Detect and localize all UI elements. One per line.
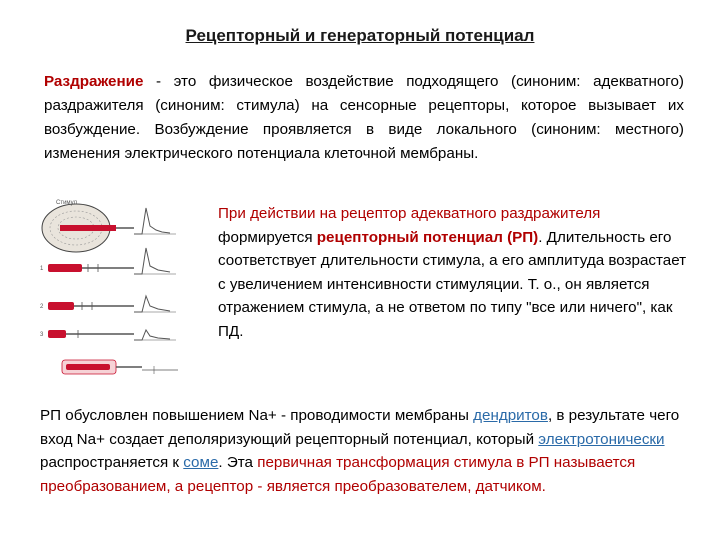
- mechanism-text-4: . Эта: [218, 454, 258, 471]
- row-label-1: 1: [40, 266, 44, 272]
- receptor-rest-text: . Длительность его соответствует длительности стимула, а его амплитуда возрастает с увеличением интенсивности стимуляции. Т. о., он является отражением стимула, а не ответом по типу "все или ничего", как ПД.: [218, 228, 687, 340]
- receptor-potential-figure: [38, 196, 198, 392]
- row-label-2: 2: [40, 304, 44, 310]
- transduction-text: первичная трансформация стимула в РП называется преобразованием, а рецептор - является преобразователем, датчиком.: [40, 454, 636, 495]
- trace-1: [134, 208, 176, 234]
- fiber-row-1: [40, 248, 176, 274]
- receptor-potential-term: рецепторный потенциал (РП): [316, 228, 539, 246]
- electrotonic-link[interactable]: электротонически: [538, 430, 665, 448]
- mechanism-text-3: распространяется к: [40, 454, 184, 471]
- soma-link[interactable]: соме: [183, 454, 219, 471]
- page-title: Рецепторный и генераторный потенциал: [185, 26, 535, 45]
- receptor-mid-text: формируется: [218, 228, 317, 246]
- fiber-row-4: [62, 360, 178, 374]
- receptor-lead-text: При действии на рецептор адекватного раздражителя: [218, 205, 601, 222]
- stimulus-label: Стимул: [56, 200, 77, 206]
- fiber-row-3: [40, 330, 176, 340]
- definition-paragraph: [44, 70, 684, 166]
- dendrites-link[interactable]: дендритов: [473, 407, 548, 424]
- receptor-potential-paragraph: [218, 202, 688, 343]
- mechanism-paragraph: [40, 404, 690, 498]
- term-irritation: Раздражение: [44, 73, 144, 90]
- pacinian-corpuscle: [42, 200, 134, 252]
- fiber-row-2: [40, 296, 176, 312]
- mechanism-text-2: , в результате чего вход Na+ создает деполяризующий рецепторный потенциал, который: [40, 407, 680, 448]
- row-label-3: 3: [40, 332, 44, 338]
- definition-text: - это физическое воздействие подходящего (синоним: адекватного) раздражителя (синоним: стимула) на сенсорные рецепторы, которое вызывает их возбуждение. Возбуждение проявляется в виде локального (синоним: местного) изменения электрического потенциала клеточной мембраны.: [44, 73, 684, 162]
- mechanism-text-1: РП обусловлен повышением Na+ - проводимости мембраны: [40, 407, 474, 424]
